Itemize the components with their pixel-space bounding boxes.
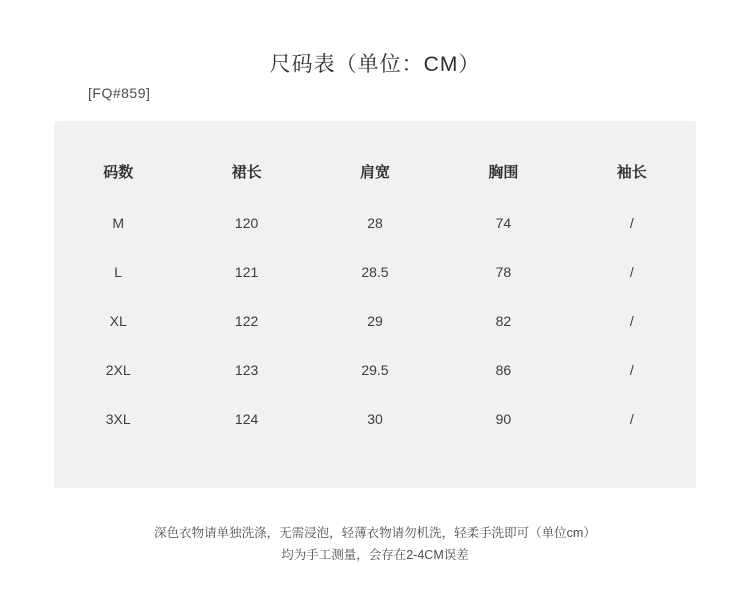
care-note-line-1: 深色衣物请单独洗涤，无需浸泡，轻薄衣物请勿机洗，轻柔手洗即可（单位cm） <box>154 526 596 540</box>
table-row <box>54 345 696 394</box>
cell-skirt-length: 124 <box>234 410 259 427</box>
column-header-sleeve-length: 袖长 <box>616 164 647 181</box>
cell-shoulder-width: 29.5 <box>361 361 389 378</box>
cell-sleeve-length: / <box>629 361 634 378</box>
page-title: 尺码表（单位：CM） <box>269 53 481 76</box>
cell-bust: 90 <box>495 410 512 427</box>
cell-sleeve-length: / <box>629 410 634 427</box>
cell-shoulder-width: 29 <box>367 312 383 329</box>
cell-skirt-length: 123 <box>234 361 259 378</box>
size-table-body <box>54 198 696 443</box>
cell-skirt-length: 121 <box>234 263 259 280</box>
cell-bust: 74 <box>495 214 512 231</box>
cell-skirt-length: 120 <box>234 214 259 231</box>
column-header-shoulder-width: 肩宽 <box>359 164 390 181</box>
cell-size: M <box>112 214 125 231</box>
product-code: [FQ#859] <box>88 85 151 101</box>
cell-bust: 86 <box>495 361 512 378</box>
column-header-size: 码数 <box>103 164 134 181</box>
cell-size: XL <box>109 312 127 329</box>
care-note-line-2: 均为手工测量，会存在2-4CM误差 <box>281 548 469 562</box>
table-row <box>54 296 696 345</box>
cell-bust: 82 <box>495 312 512 329</box>
cell-size: L <box>114 263 123 280</box>
cell-sleeve-length: / <box>629 312 634 329</box>
cell-sleeve-length: / <box>629 214 634 231</box>
table-header-row <box>54 121 696 198</box>
column-header-skirt-length: 裙长 <box>231 164 262 181</box>
cell-skirt-length: 122 <box>234 312 259 329</box>
cell-size: 2XL <box>105 361 131 378</box>
cell-shoulder-width: 28 <box>367 214 383 231</box>
cell-shoulder-width: 30 <box>367 410 383 427</box>
cell-size: 3XL <box>105 410 131 427</box>
cell-bust: 78 <box>495 263 512 280</box>
table-row <box>54 198 696 247</box>
cell-shoulder-width: 28.5 <box>361 263 389 280</box>
column-header-bust: 胸围 <box>488 164 519 181</box>
table-row <box>54 394 696 443</box>
table-row <box>54 247 696 296</box>
care-notes <box>0 522 750 566</box>
size-table-card <box>54 121 696 488</box>
cell-sleeve-length: / <box>629 263 634 280</box>
size-table <box>54 121 696 443</box>
size-table-head <box>54 121 696 198</box>
